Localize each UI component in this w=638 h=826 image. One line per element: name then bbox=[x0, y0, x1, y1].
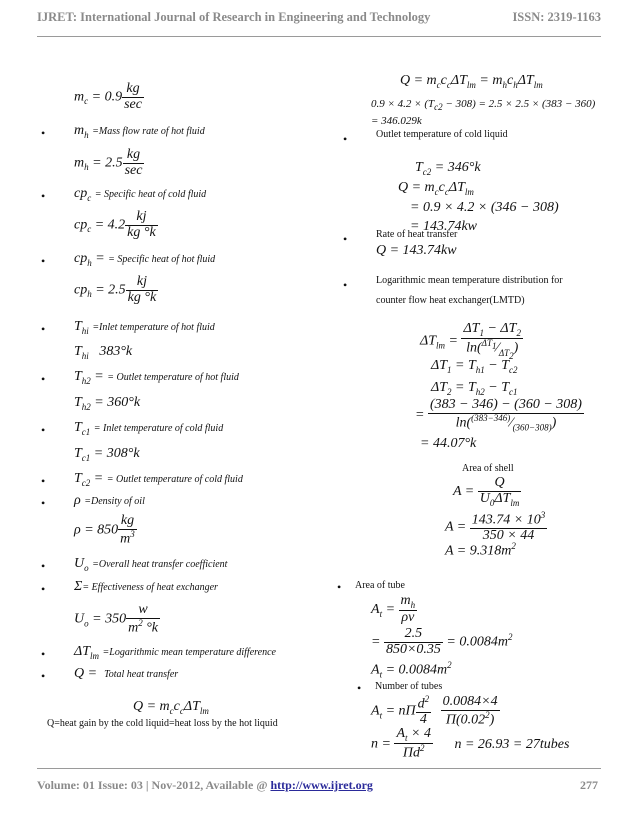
footer-rule bbox=[37, 768, 601, 769]
eq-tc1: $T_{c1} = 308^\circ k$ bbox=[74, 446, 140, 463]
eq-lmtd-result: = 44.07°k bbox=[420, 436, 477, 451]
area-tube-label: Area of tube bbox=[355, 580, 405, 591]
bullet: • bbox=[357, 681, 362, 695]
bullet: • bbox=[337, 580, 342, 594]
eq-th1: $T_{hi}$ 383°k bbox=[74, 344, 133, 361]
bullet: • bbox=[41, 559, 46, 573]
def-cph: $cp_h$ = = Specific heat of hot fluid bbox=[74, 251, 216, 268]
journal-title: IJRET: International Journal of Research in Engineering and Technology bbox=[37, 10, 431, 24]
eq-area-tube: $A_t$ = $\frac{m_h}{\rho v}$ bbox=[371, 593, 416, 626]
def-tc2: $T_{c2}$ = = Outlet temperature of cold fluid bbox=[74, 471, 243, 488]
header-rule bbox=[37, 36, 601, 37]
eq-dt1: $\Delta T_1 = T_{h1} - T_{c2}$ bbox=[431, 358, 518, 375]
eq-mh: $m_h = 2.5$ $\frac{kg}{\sec}$ bbox=[74, 147, 143, 178]
lmtd-label-2: counter flow heat exchanger(LMTD) bbox=[376, 295, 525, 306]
eq-area-shell-subst: A = $\frac{143.74 \times 10^3}{350 \times 44}$ bbox=[445, 510, 546, 544]
journal-link[interactable]: http://www.ijret.org bbox=[270, 778, 373, 792]
eq-q-balance: $Q = m_cc_c\Delta T_{lm} = m_hc_h\Delta T_{lm}$ bbox=[400, 73, 543, 90]
eq-q3: Q = 143.74kw bbox=[376, 243, 457, 258]
eq-mc: $m_c = 0.9$ $\frac{kg}{\sec}$ bbox=[74, 81, 142, 112]
eq-q2: $Q = m_cc_c\Delta T_{lm}$ bbox=[398, 180, 474, 197]
bullet: • bbox=[41, 254, 46, 268]
eq-q-subst: $0.9 \times 4.2 \times (T_{c2} - 308) = 2.5 \times 2.5 \times (383 - 360)$ bbox=[371, 98, 596, 113]
eq-area-shell-result: $A = 9.318m^2$ bbox=[445, 541, 516, 559]
eq-area-tube-result: $A_t = 0.0084m^2$ bbox=[371, 660, 452, 680]
eq-tc2: $T_{c2} = 346^\circ k$ bbox=[415, 160, 481, 177]
def-rho: ρ =Density of oil bbox=[74, 493, 145, 508]
eq-lmtd-subst: = $\frac{(383 - 346) - (360 - 308)}{\ln(^{(383-346)}⁄_{(360-308)})}$ bbox=[415, 397, 582, 433]
def-th2: $T_{h2}$ = = Outlet temperature of hot fluid bbox=[74, 369, 239, 386]
bullet: • bbox=[41, 372, 46, 386]
page-number: 277 bbox=[580, 778, 598, 792]
eq-area-shell: A = $\frac{Q}{U_0\Delta T_{lm}}$ bbox=[453, 475, 520, 508]
eq-dt2: $\Delta T_2 = T_{h2} - T_{c1}$ bbox=[431, 380, 518, 397]
eq-uo: $U_o = 350$ $\frac{w}{m^2 ^\circ k}$ bbox=[74, 602, 159, 636]
def-uo: $U_o$ =Overall heat transfer coefficient bbox=[74, 556, 228, 573]
bullet: • bbox=[41, 322, 46, 336]
bullet: • bbox=[41, 582, 46, 596]
bullet: • bbox=[41, 669, 46, 683]
eq-lmtd: $\Delta T_{lm}$ = $\frac{\Delta T_1 - \Delta T_2}{\ln(^{\Delta T_1}⁄_{\Delta T_2})}$ bbox=[420, 321, 521, 361]
bullet: • bbox=[41, 189, 46, 203]
num-tubes-label: Number of tubes bbox=[375, 681, 443, 692]
bullet: • bbox=[343, 132, 348, 146]
bullet: • bbox=[41, 474, 46, 488]
bullet: • bbox=[41, 126, 46, 140]
def-tc1: $T_{c1}$ = Inlet temperature of cold fluid bbox=[74, 420, 224, 437]
eq-q-result: = 346.029k bbox=[371, 115, 422, 127]
issn: ISSN: 2319-1163 bbox=[512, 10, 601, 24]
lmtd-label-1: Logarithmic mean temperature distribution for bbox=[376, 275, 563, 286]
bullet: • bbox=[41, 647, 46, 661]
eq-rho: ρ = 850 $\frac{kg}{m^3}$ bbox=[74, 513, 135, 547]
def-eff: Σ= Effectiveness of heat exchanger bbox=[74, 579, 218, 594]
bullet: • bbox=[41, 423, 46, 437]
def-th1: $T_{hi}$ =Inlet temperature of hot fluid bbox=[74, 319, 215, 336]
eq-ntubes-formula: n = $\frac{A_t \times 4}{\Pi d^2}$ n = 26.93 = 27tubes bbox=[371, 726, 570, 761]
bullet: • bbox=[41, 496, 46, 510]
def-mh: $m_h$ =Mass flow rate of hot fluid bbox=[74, 123, 205, 140]
eq-q: $Q = m_cc_c\Delta T_{lm}$ bbox=[133, 699, 209, 716]
eq-th2: $T_{h2} = 360^\circ k$ bbox=[74, 395, 141, 412]
eq-area-tube-subst: = $\frac{2.5}{850\times 0.35}$ = $0.0084m^2$ bbox=[371, 626, 513, 657]
def-dtlm: $\Delta T_{lm}$ =Logarithmic mean temperature difference bbox=[74, 644, 276, 661]
eq-q2-result: = 143.74kw bbox=[410, 219, 477, 234]
bullet: • bbox=[343, 278, 348, 292]
def-q: Q = Total heat transfer bbox=[74, 666, 179, 681]
area-shell-label: Area of shell bbox=[462, 463, 514, 474]
bullet: • bbox=[343, 232, 348, 246]
def-cpc: $cp_c$ = Specific heat of cold fluid bbox=[74, 186, 207, 203]
footer-volume: Volume: 01 Issue: 03 | Nov-2012, Available @ http://www.ijret.org bbox=[37, 778, 373, 792]
outlet-cold-label: Outlet temperature of cold liquid bbox=[376, 129, 508, 140]
heat-gain-text: Q=heat gain by the cold liquid=heat loss by the hot liquid bbox=[47, 718, 278, 729]
eq-cph: $cp_h = 2.5$ $\frac{kj}{kg ^\circ k}$ bbox=[74, 274, 157, 305]
eq-cpc: $cp_c = 4.2$ $\frac{kj}{kg ^\circ k}$ bbox=[74, 209, 156, 240]
eq-q2-subst: = 0.9 × 4.2 × (346 − 308) bbox=[410, 200, 559, 215]
eq-ntubes: $A_t = n\Pi$ $\frac{d^2}{4}$ $\frac{0.0084\times 4}{\Pi(0.02^2)}$ bbox=[371, 694, 498, 728]
rate-heat-label: Rate of heat transfer bbox=[376, 229, 458, 240]
